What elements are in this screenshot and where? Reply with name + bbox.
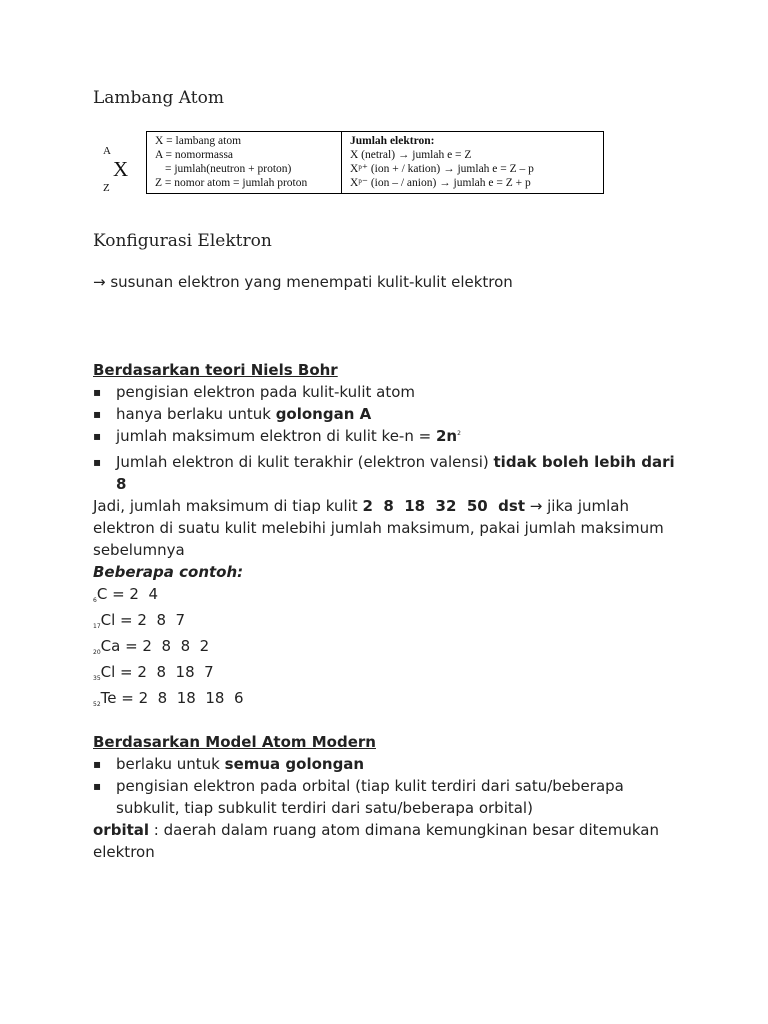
table-line: Xᵖ⁺ (ion + / kation) → jumlah e = Z – p xyxy=(350,163,534,175)
table-line: = jumlah(neutron + proton) xyxy=(165,163,292,175)
section-title-modern: Berdasarkan Model Atom Modern xyxy=(93,733,376,751)
atomic-number-subscript: 52 xyxy=(93,701,101,708)
notation-mass-number: A xyxy=(103,145,111,157)
jadi-paragraph xyxy=(93,495,683,561)
atomic-number-subscript: 35 xyxy=(93,675,101,682)
list-item xyxy=(93,775,683,819)
section-modern xyxy=(93,731,683,863)
bullet-bold-text: semua golongan xyxy=(224,755,365,773)
bullet-bold-text: golongan A xyxy=(275,405,372,423)
heading-lambang-atom: Lambang Atom xyxy=(93,88,224,108)
section-bohr xyxy=(93,359,683,713)
heading-konfigurasi-elektron: Konfigurasi Elektron xyxy=(93,231,272,251)
superscript: 2 xyxy=(457,430,461,437)
jadi-text-post: → jika jumlah elektron di suatu kulit melebihi jumlah maksimum, pakai jumlah maksimum sebelumnya xyxy=(93,497,664,559)
jadi-text: Jadi, jumlah maksimum di tiap kulit xyxy=(93,497,363,515)
table-left-column xyxy=(147,132,342,193)
bullet-text: jumlah maksimum elektron di kulit ke-n = xyxy=(116,427,436,445)
bullet-text: Jumlah elektron di kulit terakhir (elektron valensi) xyxy=(116,453,494,471)
atomic-number-subscript: 17 xyxy=(93,623,101,630)
example-line xyxy=(93,661,683,687)
list-item xyxy=(93,753,683,775)
example-line xyxy=(93,609,683,635)
notation-atomic-number: Z xyxy=(103,182,110,194)
bullet-bold-text: tidak boleh lebih dari 8 xyxy=(116,453,675,493)
bullet-text: pengisian elektron pada orbital (tiap kulit terdiri dari satu/beberapa subkulit, tiap subkulit terdiri dari satu/beberapa orbital) xyxy=(116,777,624,817)
bullet-text: hanya berlaku untuk xyxy=(116,405,276,423)
notation-symbol: X xyxy=(113,157,129,181)
list-item xyxy=(93,403,683,425)
orbital-term: orbital xyxy=(93,821,150,839)
examples-title: Beberapa contoh: xyxy=(93,563,244,581)
orbital-definition xyxy=(93,819,683,863)
example-text: Te = 2 8 18 18 6 xyxy=(100,689,244,707)
example-line xyxy=(93,583,683,609)
table-line: Z = nomor atom = jumlah proton xyxy=(155,177,308,189)
example-text: Cl = 2 8 7 xyxy=(100,611,186,629)
definition-text: → susunan elektron yang menempati kulit-kulit elektron xyxy=(93,273,513,291)
list-item xyxy=(93,451,683,495)
bohr-bullet-list xyxy=(93,381,683,495)
table-line: X = lambang atom xyxy=(155,135,242,147)
example-line xyxy=(93,687,683,713)
atomic-number-subscript: 6 xyxy=(93,597,97,604)
bullet-text: berlaku untuk xyxy=(116,755,225,773)
table-line: Xᵖ⁻ (ion – / anion) → jumlah e = Z + p xyxy=(350,177,531,189)
table-right-column xyxy=(342,132,603,193)
atomic-number-subscript: 20 xyxy=(93,649,101,656)
section-title-bohr: Berdasarkan teori Niels Bohr xyxy=(93,361,338,379)
example-line xyxy=(93,635,683,661)
bullet-bold-text: 2n xyxy=(435,427,458,445)
atom-notation-figure xyxy=(93,130,613,198)
example-text: C = 2 4 xyxy=(96,585,159,603)
list-item xyxy=(93,425,683,451)
modern-bullet-list xyxy=(93,753,683,819)
table-right-title: Jumlah elektron: xyxy=(350,135,435,147)
jadi-bold-sequence: 2 8 18 32 50 dst xyxy=(362,497,525,515)
bullet-text: pengisian elektron pada kulit-kulit atom xyxy=(116,383,416,401)
table-line: X (netral) → jumlah e = Z xyxy=(350,149,472,161)
orbital-description: : daerah dalam ruang atom dimana kemungkinan besar ditemukan elektron xyxy=(93,821,659,861)
atom-notation xyxy=(93,130,143,198)
atom-definition-table xyxy=(146,131,604,194)
table-line: A = nomormassa xyxy=(155,149,234,161)
list-item xyxy=(93,381,683,403)
example-text: Ca = 2 8 8 2 xyxy=(100,637,210,655)
example-text: Cl = 2 8 18 7 xyxy=(100,663,214,681)
